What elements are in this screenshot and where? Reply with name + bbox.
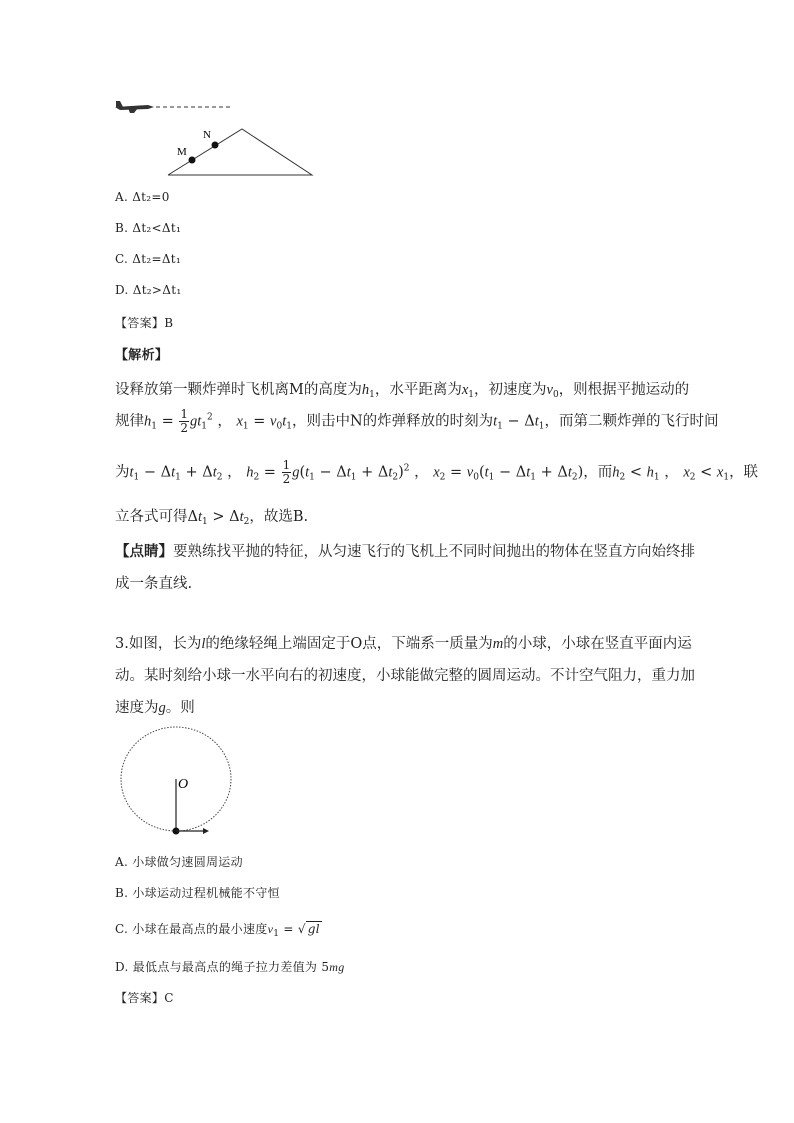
- q2-analysis-line3: 为$t_1 - \Delta t_1 + \Delta t_2$ ， $h_2$ = $\frac{1}{2}$ $g(t_1 - \Delta t_1 + \Delta t_2)^2$ ， $x_2 = v_0(t_1 - \Delta t_1 + \Delta t_2)$，而$h_2 < h_1$ ， $x_2 < x_1$，联: [115, 458, 759, 486]
- q2-option-a: A. Δt₂=0: [115, 190, 170, 204]
- plane-icon: [115, 101, 154, 113]
- label-n: N: [203, 129, 211, 141]
- q2-analysis-line1: 设释放第一颗炸弹时飞机离M的高度为$h_1$，水平距离为$x_1$，初速度为$v_0$，则根据平抛运动的: [115, 382, 690, 400]
- q2-tip-line1: 【点睛】要熟练找平抛的特征，从匀速飞行的飞机上不同时间抛出的物体在竖直方向始终排: [115, 543, 695, 560]
- point-n: [212, 142, 219, 149]
- circle-motion-figure: [115, 725, 245, 840]
- q2-analysis-heading: 【解析】: [115, 348, 169, 363]
- q3-answer: 【答案】C: [115, 991, 174, 1005]
- q2-analysis-line4: 立各式可得$\Delta t_1 > \Delta t_2$，故选B.: [115, 509, 309, 527]
- label-m: M: [177, 146, 187, 158]
- q2-analysis-line2: 规律$h_1$ = $\frac{1}{2}$ $gt_1^2$ ， $x_1 = v_0t_1$，则击中N的炸弹释放的时刻为$t_1 - \Delta t_1$，而第二颗炸弹的飞行时间: [115, 407, 719, 435]
- q3-line1: 3.如图，长为l的绝缘轻绳上端固定于O点，下端系一质量为m的小球，小球在竖直平面内运: [115, 636, 692, 652]
- q3-line2: 动。某时刻给小球一水平向右的初速度，小球能做完整的圆周运动。不计空气阻力，重力加: [115, 668, 695, 684]
- q3-line3: 速度为g。则: [115, 700, 195, 716]
- q2-tip-line2: 成一条直线.: [115, 576, 193, 592]
- arrow-head-icon: [203, 828, 209, 834]
- q3-option-b: B. 小球运动过程机械能不守恒: [115, 886, 280, 900]
- point-m: [189, 157, 196, 164]
- slope-triangle: [168, 129, 312, 175]
- q2-answer: 【答案】B: [115, 316, 174, 330]
- q3-option-c: C. 小球在最高点的最小速度$v_1$ = √ gl: [115, 922, 320, 939]
- q2-option-c: C. Δt₂=Δt₁: [115, 252, 182, 266]
- q2-option-b: B. Δt₂<Δt₁: [115, 221, 182, 235]
- q3-option-d: D. 最低点与最高点的绳子拉力差值为 5mg: [115, 960, 345, 974]
- q2-option-d: D. Δt₂>Δt₁: [115, 283, 182, 297]
- q3-option-a: A. 小球做匀速圆周运动: [115, 855, 243, 869]
- label-o: O: [178, 777, 189, 792]
- plane-slope-figure: [110, 95, 330, 185]
